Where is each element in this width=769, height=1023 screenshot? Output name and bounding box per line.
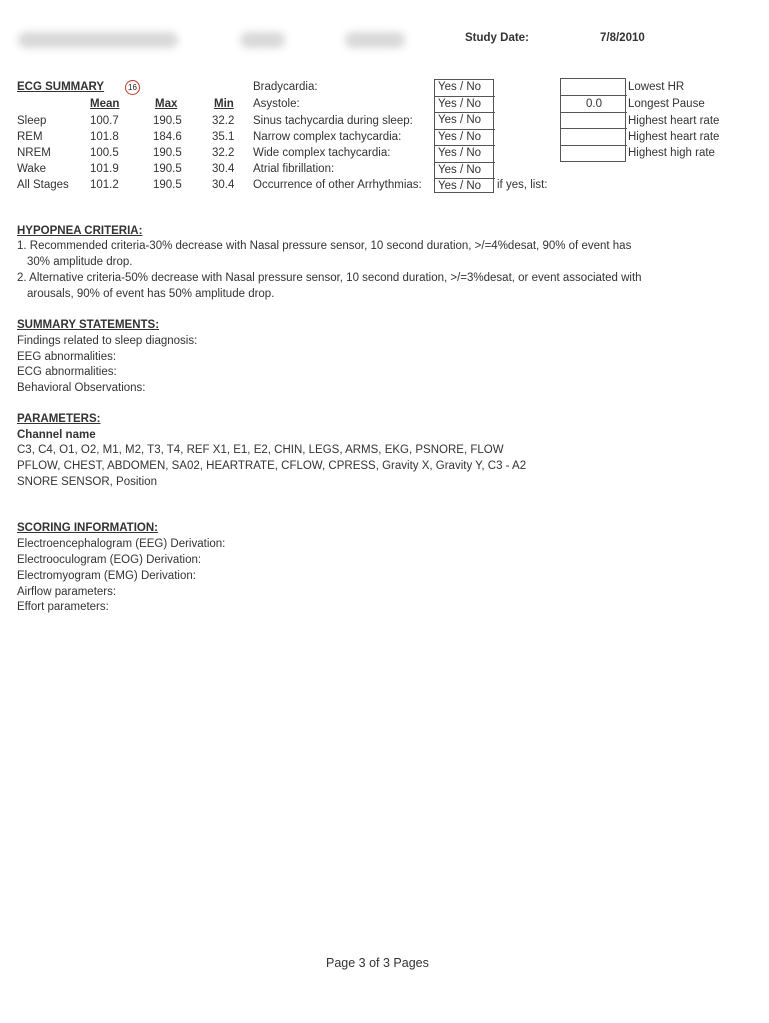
parameters-title: PARAMETERS: [17,413,101,425]
hr-label: Highest heart rate [628,131,720,143]
col-header-mean: Mean [90,98,120,110]
hr-value [561,79,627,96]
channel-list-line: C3, C4, O1, O2, M1, M2, T3, T4, REF X1, E1, E2, CHIN, LEGS, ARMS, EKG, PSNORE, FLOW [17,444,504,456]
hypopnea-title: HYPOPNEA CRITERIA: [17,225,143,237]
stage-label: Sleep [17,115,47,127]
hr-stats-box [560,78,626,162]
mean-value: 101.9 [90,163,119,175]
yes-no-option[interactable]: Yes / No [435,146,495,163]
page-number: Page 3 of 3 Pages [326,956,429,970]
summary-line: Behavioral Observations: [17,382,146,394]
hr-value [561,145,627,162]
channel-list-line: PFLOW, CHEST, ABDOMEN, SA02, HEARTRATE, CFLOW, CPRESS, Gravity X, Gravity Y, C3 - A2 [17,460,527,472]
finding-label: Atrial fibrillation: [253,163,335,175]
summary-line: ECG abnormalities: [17,366,117,378]
hr-value [561,112,627,129]
finding-label: Sinus tachycardia during sleep: [253,115,413,127]
scoring-line: Electrooculogram (EOG) Derivation: [17,554,202,566]
study-date-value: 7/8/2010 [600,32,645,44]
hr-label: Highest heart rate [628,115,720,127]
finding-label: Wide complex tachycardia: [253,147,391,159]
hypopnea-line: arousals, 90% of event has 50% amplitude drop. [27,288,275,300]
col-header-max: Max [155,98,178,110]
min-value: 32.2 [212,115,235,127]
finding-label: Asystole: [253,98,300,110]
hypopnea-line: 2. Alternative criteria-50% decrease with Nasal pressure sensor, 10 second duration, >/=3%desat, or event associated with [17,272,642,284]
finding-label: Occurrence of other Arrhythmias: [253,179,422,191]
stage-label: NREM [17,147,51,159]
yes-no-option[interactable]: Yes / No [438,180,482,192]
hr-value [561,129,627,146]
max-value: 190.5 [153,179,182,191]
hr-label: Longest Pause [628,98,705,110]
stage-label: All Stages [17,179,69,191]
annotation-marker: 16 [125,80,140,95]
hypopnea-line: 1. Recommended criteria-30% decrease with Nasal pressure sensor, 10 second duration, >/=4%desat, 90% of event has [17,240,632,252]
mean-value: 100.5 [90,147,119,159]
hypopnea-line: 30% amplitude drop. [27,256,133,268]
mean-value: 100.7 [90,115,119,127]
scoring-line: Electromyogram (EMG) Derivation: [17,570,196,582]
finding-label: Narrow complex tachycardia: [253,131,402,143]
min-value: 32.2 [212,147,235,159]
max-value: 184.6 [153,131,182,143]
min-value: 30.4 [212,179,235,191]
min-value: 35.1 [212,131,235,143]
scoring-title: SCORING INFORMATION: [17,522,158,534]
col-header-min: Min [214,98,234,110]
yes-no-option[interactable]: Yes / No [435,97,495,114]
mean-value: 101.2 [90,179,119,191]
ecg-summary-title: ECG SUMMARY [17,81,105,93]
stage-label: REM [17,131,43,143]
yes-no-option[interactable]: Yes / No [435,130,495,147]
yes-no-option[interactable]: Yes / No [435,113,495,130]
scoring-line: Effort parameters: [17,601,109,613]
hr-label: Lowest HR [628,81,685,93]
stage-label: Wake [17,163,46,175]
study-date-label: Study Date: [465,32,529,44]
hr-value: 0.0 [561,96,627,113]
finding-label: Bradycardia: [253,81,318,93]
channel-name-label: Channel name [17,429,96,441]
yes-no-box-group [434,79,494,193]
max-value: 190.5 [153,115,182,127]
summary-title: SUMMARY STATEMENTS: [17,319,160,331]
mean-value: 101.8 [90,131,119,143]
max-value: 190.5 [153,147,182,159]
max-value: 190.5 [153,163,182,175]
scoring-line: Electroencephalogram (EEG) Derivation: [17,538,226,550]
summary-line: EEG abnormalities: [17,351,117,363]
yes-no-option[interactable]: Yes / No [435,80,495,97]
hr-label: Highest high rate [628,147,715,159]
yes-no-option[interactable]: Yes / No [435,163,495,180]
if-yes-list-label: if yes, list: [497,179,548,191]
summary-line: Findings related to sleep diagnosis: [17,335,198,347]
scoring-line: Airflow parameters: [17,586,117,598]
channel-list-line: SNORE SENSOR, Position [17,476,157,488]
min-value: 30.4 [212,163,235,175]
